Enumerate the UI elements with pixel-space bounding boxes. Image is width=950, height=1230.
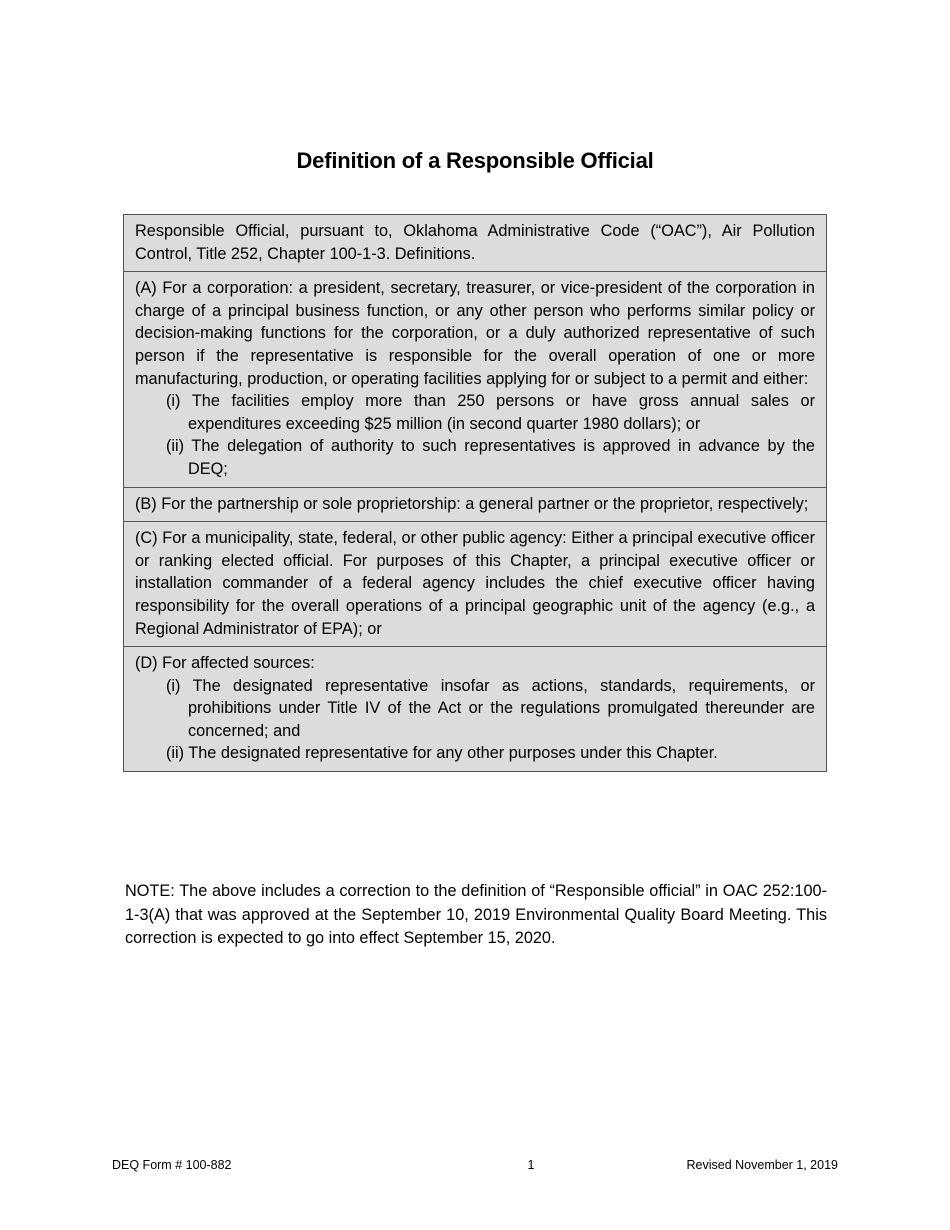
definition-section-b (124, 487, 826, 522)
section-c-text: (C) For a municipality, state, federal, or other public agency: Either a principal executive officer or ranking elected official. For purposes of this Chapter, a principal executive officer or installation commander of a federal agency includes the chief executive officer having responsibility for the overall operations of a principal geographic unit of the agency (e.g., a Regional Administrator of EPA); or (135, 529, 815, 638)
section-a-item-ii: (ii) The delegation of authority to such representatives is approved in advance by the DEQ; (166, 437, 815, 478)
definition-intro (124, 215, 826, 271)
definition-section-d (124, 646, 826, 771)
footer-form-number: DEQ Form # 100-882 (112, 1158, 232, 1172)
definition-section-c (124, 521, 826, 646)
section-d-item-i: (i) The designated representative insofar as actions, standards, requirements, or prohibitions under Title IV of the Act or the regulations promulgated thereunder are concerned; and (166, 676, 815, 740)
footer-revised-date: Revised November 1, 2019 (686, 1158, 838, 1172)
section-b-text: (B) For the partnership or sole proprietorship: a general partner or the proprietor, respectively; (135, 494, 809, 513)
section-a-item-i: (i) The facilities employ more than 250 persons or have gross annual sales or expenditures exceeding $25 million (in second quarter 1980 dollars); or (166, 392, 815, 433)
section-a-text: (A) For a corporation: a president, secretary, treasurer, or vice-president of the corporation in charge of a principal business function, or any other person who performs similar policy or decision-making functions for the corporation, or a duly authorized representative of such person if the representative is responsible for the overall operation of one or more manufacturing, production, or operating facilities applying for or subject to a permit and either: (135, 279, 815, 388)
section-d-item-ii: (ii) The designated representative for any other purposes under this Chapter. (166, 744, 718, 763)
definition-section-a (124, 271, 826, 486)
footer-page-number: 1 (527, 1158, 535, 1172)
section-d-text: (D) For affected sources: (135, 654, 315, 673)
page-title: Definition of a Responsible Official (296, 148, 654, 173)
correction-note: NOTE: The above includes a correction to the definition of “Responsible official” in OAC 252:100-1-3(A) that was approved at the September 10, 2019 Environmental Quality Board Meeting. This correction is expected to go into effect September 15, 2020. (125, 882, 827, 947)
definition-intro-text: Responsible Official, pursuant to, Oklahoma Administrative Code (“OAC”), Air Pollution Control, Title 252, Chapter 100-1-3. Definitions. (135, 222, 815, 263)
definition-table (123, 214, 827, 772)
